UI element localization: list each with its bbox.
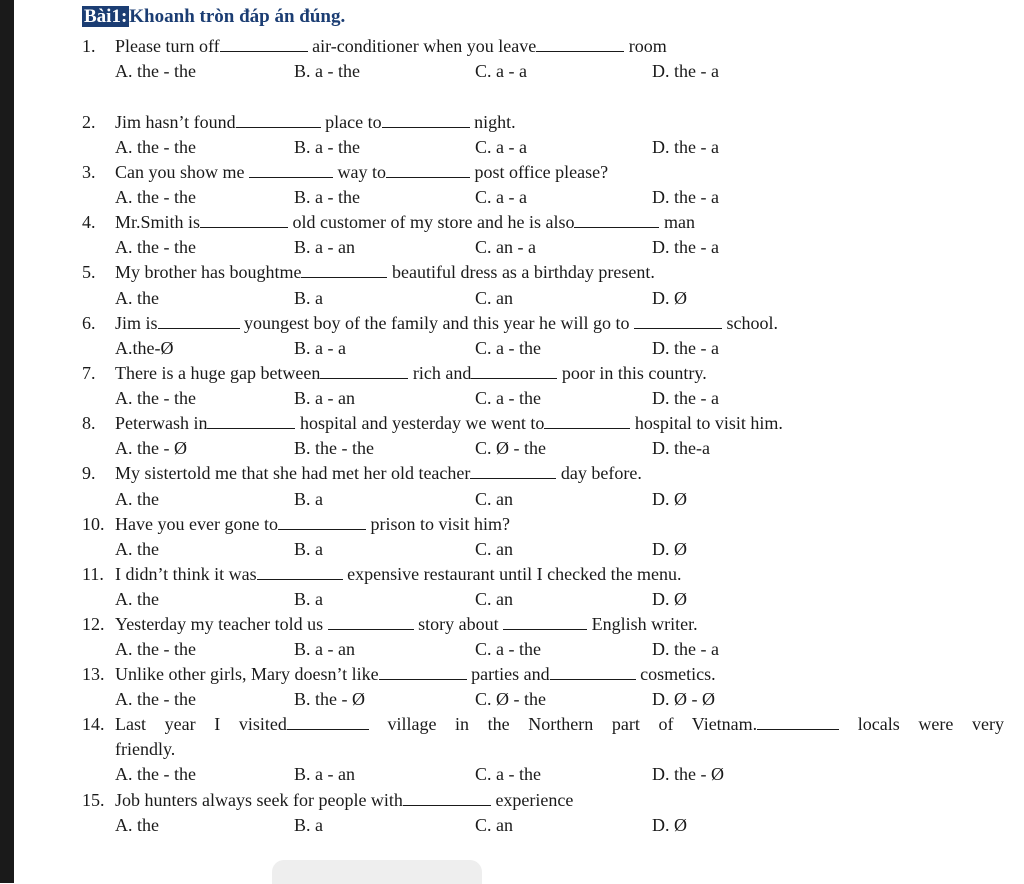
answer-options <box>82 336 1004 361</box>
question-text-part: post office please? <box>470 162 609 182</box>
question-number: 5. <box>82 262 96 282</box>
answer-blank <box>379 663 467 680</box>
question-text-part: My sistertold me that she had met her old teacher <box>115 463 471 483</box>
option-d: D. the - a <box>652 187 719 207</box>
answer-options <box>82 487 1004 512</box>
answer-blank <box>220 35 308 52</box>
option-d: D. the - Ø <box>652 764 724 784</box>
question-3 <box>82 160 1004 185</box>
question-9 <box>82 461 1004 486</box>
question-text-part: prison to visit him? <box>365 514 510 534</box>
question-text-part: story about <box>413 614 504 634</box>
question-text-part: place to <box>320 112 382 132</box>
option-a: A. the - the <box>115 61 196 81</box>
question-13 <box>82 662 1004 687</box>
option-c: C. a - a <box>475 187 527 207</box>
answer-blank <box>158 312 240 329</box>
answer-blank <box>249 161 333 178</box>
option-a: A. the - the <box>115 237 196 257</box>
exercise-instruction: Khoanh tròn đáp án đúng. <box>129 6 346 27</box>
question-15 <box>82 788 1004 813</box>
question-text-part: Job hunters always seek for people with <box>115 790 403 810</box>
answer-blank <box>544 412 630 429</box>
option-c: C. a - the <box>475 338 541 358</box>
question-text-part: Jim is <box>115 313 158 333</box>
answer-blank <box>634 312 722 329</box>
option-c: C. a - a <box>475 61 527 81</box>
question-text <box>115 311 778 336</box>
question-number: 14. <box>82 714 105 734</box>
question-text <box>115 260 655 285</box>
option-b: B. a - an <box>294 639 355 659</box>
answer-blank <box>301 261 387 278</box>
option-c: C. a - the <box>475 764 541 784</box>
option-d: D. the-a <box>652 438 710 458</box>
question-text-part: Peterwash in <box>115 413 208 433</box>
option-b: B. a <box>294 815 323 835</box>
option-b: B. a - the <box>294 187 360 207</box>
question-text <box>115 612 698 637</box>
answer-blank <box>550 663 636 680</box>
answer-options <box>82 587 1004 612</box>
answer-blank <box>257 563 343 580</box>
question-text-part: Please turn off <box>115 36 220 56</box>
bottom-shadow <box>272 860 482 884</box>
option-b: B. a - the <box>294 61 360 81</box>
option-c: C. an <box>475 815 513 835</box>
question-number: 1. <box>82 36 96 56</box>
question-number: 9. <box>82 463 96 483</box>
option-d: D. Ø <box>652 815 687 835</box>
answer-options <box>82 386 1004 411</box>
option-c: C. an <box>475 539 513 559</box>
question-number: 11. <box>82 564 104 584</box>
question-number: 13. <box>82 664 105 684</box>
question-text <box>115 34 667 59</box>
answer-options <box>82 185 1004 210</box>
question-10 <box>82 512 1004 537</box>
answer-blank <box>287 713 369 730</box>
option-d: D. Ø <box>652 539 687 559</box>
option-a: A. the - Ø <box>115 438 187 458</box>
option-a: A. the - the <box>115 639 196 659</box>
question-1 <box>82 34 1004 59</box>
option-d: D. Ø - Ø <box>652 689 715 709</box>
question-text <box>115 160 608 185</box>
question-text-part: parties and <box>466 664 550 684</box>
option-a: A. the <box>115 589 159 609</box>
option-b: B. a - a <box>294 338 346 358</box>
question-number: 10. <box>82 514 105 534</box>
option-a: A. the - the <box>115 388 196 408</box>
question-text-part: Yesterday my teacher told us <box>115 614 328 634</box>
question-text-part: Mr.Smith is <box>115 212 201 232</box>
option-b: B. a <box>294 288 323 308</box>
question-text-part: friendly. <box>115 739 176 759</box>
answer-blank <box>471 362 557 379</box>
answer-options <box>82 762 1004 787</box>
option-c: C. an - a <box>475 237 536 257</box>
question-7 <box>82 361 1004 386</box>
answer-blank <box>207 412 295 429</box>
question-text-part: Can you show me <box>115 162 249 182</box>
question-number: 12. <box>82 614 105 634</box>
question-8 <box>82 411 1004 436</box>
question-text <box>115 712 1004 737</box>
option-b: B. a - an <box>294 388 355 408</box>
question-text-part: way to <box>333 162 386 182</box>
answer-blank <box>320 362 408 379</box>
answer-options <box>82 235 1004 260</box>
question-number: 2. <box>82 112 96 132</box>
option-d: D. Ø <box>652 288 687 308</box>
question-text-part: Jim hasn’t found <box>115 112 236 132</box>
option-d: D. Ø <box>652 589 687 609</box>
answer-blank <box>382 111 470 128</box>
option-d: D. the - a <box>652 237 719 257</box>
option-b: B. the - Ø <box>294 689 365 709</box>
option-c: C. a - a <box>475 137 527 157</box>
answer-blank <box>278 513 366 530</box>
answer-blank <box>536 35 624 52</box>
question-text-part: English writer. <box>587 614 698 634</box>
option-a: A. the <box>115 539 159 559</box>
option-c: C. a - the <box>475 388 541 408</box>
exercise-title <box>82 4 345 30</box>
answer-blank <box>386 161 470 178</box>
option-d: D. the - a <box>652 388 719 408</box>
question-text-part: Unlike other girls, Mary doesn’t like <box>115 664 379 684</box>
option-b: B. a - an <box>294 764 355 784</box>
question-text <box>115 461 642 486</box>
question-text-part: man <box>659 212 695 232</box>
option-a: A. the - the <box>115 137 196 157</box>
option-c: C. a - the <box>475 639 541 659</box>
option-d: D. the - a <box>652 61 719 81</box>
question-text <box>115 512 510 537</box>
question-text-part: Have you ever gone to <box>115 514 278 534</box>
question-14 <box>82 712 1004 737</box>
question-text-part: experience <box>490 790 574 810</box>
answer-options <box>82 135 1004 160</box>
option-b: B. the - the <box>294 438 374 458</box>
answer-options <box>82 436 1004 461</box>
answer-blank <box>328 613 414 630</box>
exercise-number: Bài1: <box>84 6 128 27</box>
question-text-part: expensive restaurant until I checked the menu. <box>342 564 682 584</box>
option-d: D. the - a <box>652 639 719 659</box>
question-text-part: night. <box>469 112 516 132</box>
question-text-part: There is a huge gap between <box>115 363 321 383</box>
question-text-part: I didn’t think it was <box>115 564 257 584</box>
question-number: 7. <box>82 363 96 383</box>
option-b: B. a <box>294 489 323 509</box>
answer-options <box>82 687 1004 712</box>
option-b: B. a - an <box>294 237 355 257</box>
left-page-edge <box>0 0 14 883</box>
question-2 <box>82 110 1004 135</box>
question-5 <box>82 260 1004 285</box>
answer-options <box>82 59 1004 84</box>
question-text-part: rich and <box>408 363 472 383</box>
option-d: D. the - a <box>652 137 719 157</box>
question-text-part: Last year I visited <box>115 714 287 734</box>
question-number: 3. <box>82 162 96 182</box>
question-text-part: day before. <box>556 463 642 483</box>
option-c: C. an <box>475 489 513 509</box>
option-a: A. the <box>115 288 159 308</box>
answer-options <box>82 637 1004 662</box>
question-text-part: beautiful dress as a birthday present. <box>387 262 655 282</box>
question-text-part: cosmetics. <box>635 664 716 684</box>
question-text <box>115 788 573 813</box>
answer-options <box>82 537 1004 562</box>
option-a: A.the-Ø <box>115 338 174 358</box>
answer-blank <box>236 111 321 128</box>
question-14-continuation <box>82 737 1004 762</box>
question-11 <box>82 562 1004 587</box>
question-4 <box>82 210 1004 235</box>
answer-blank <box>574 211 659 228</box>
answer-blank <box>403 789 491 806</box>
question-text <box>115 110 516 135</box>
question-text <box>115 562 682 587</box>
question-text-part: poor in this country. <box>557 363 707 383</box>
option-b: B. a <box>294 589 323 609</box>
question-text-part: school. <box>721 313 778 333</box>
question-text-part: old customer of my store and he is also <box>288 212 575 232</box>
option-a: A. the - the <box>115 187 196 207</box>
question-text-part: youngest boy of the family and this year he will go to <box>239 313 634 333</box>
question-text <box>115 361 707 386</box>
option-a: A. the <box>115 489 159 509</box>
answer-options <box>82 286 1004 311</box>
question-text-part: room <box>624 36 667 56</box>
option-c: C. Ø - the <box>475 438 546 458</box>
option-a: A. the <box>115 815 159 835</box>
question-text-part: hospital and yesterday we went to <box>295 413 545 433</box>
answer-blank <box>503 613 587 630</box>
answer-blank <box>470 462 556 479</box>
question-text-part: hospital to visit him. <box>630 413 783 433</box>
question-number: 15. <box>82 790 105 810</box>
question-text <box>115 411 783 436</box>
question-text-part: village in the Northern part of Vietnam. <box>368 714 758 734</box>
question-number: 6. <box>82 313 96 333</box>
answer-blank <box>757 713 839 730</box>
question-text-part: air-conditioner when you leave <box>307 36 537 56</box>
question-text <box>115 662 716 687</box>
question-12 <box>82 612 1004 637</box>
question-number: 8. <box>82 413 96 433</box>
option-b: B. a <box>294 539 323 559</box>
answer-blank <box>200 211 288 228</box>
option-d: D. Ø <box>652 489 687 509</box>
option-c: C. an <box>475 288 513 308</box>
question-number: 4. <box>82 212 96 232</box>
option-b: B. a - the <box>294 137 360 157</box>
option-a: A. the - the <box>115 764 196 784</box>
question-text <box>115 210 695 235</box>
answer-options <box>82 813 1004 838</box>
option-c: C. an <box>475 589 513 609</box>
option-d: D. the - a <box>652 338 719 358</box>
question-text-part: My brother has boughtme <box>115 262 302 282</box>
question-text-part: locals were very <box>839 714 1004 734</box>
option-c: C. Ø - the <box>475 689 546 709</box>
question-6 <box>82 311 1004 336</box>
option-a: A. the - the <box>115 689 196 709</box>
